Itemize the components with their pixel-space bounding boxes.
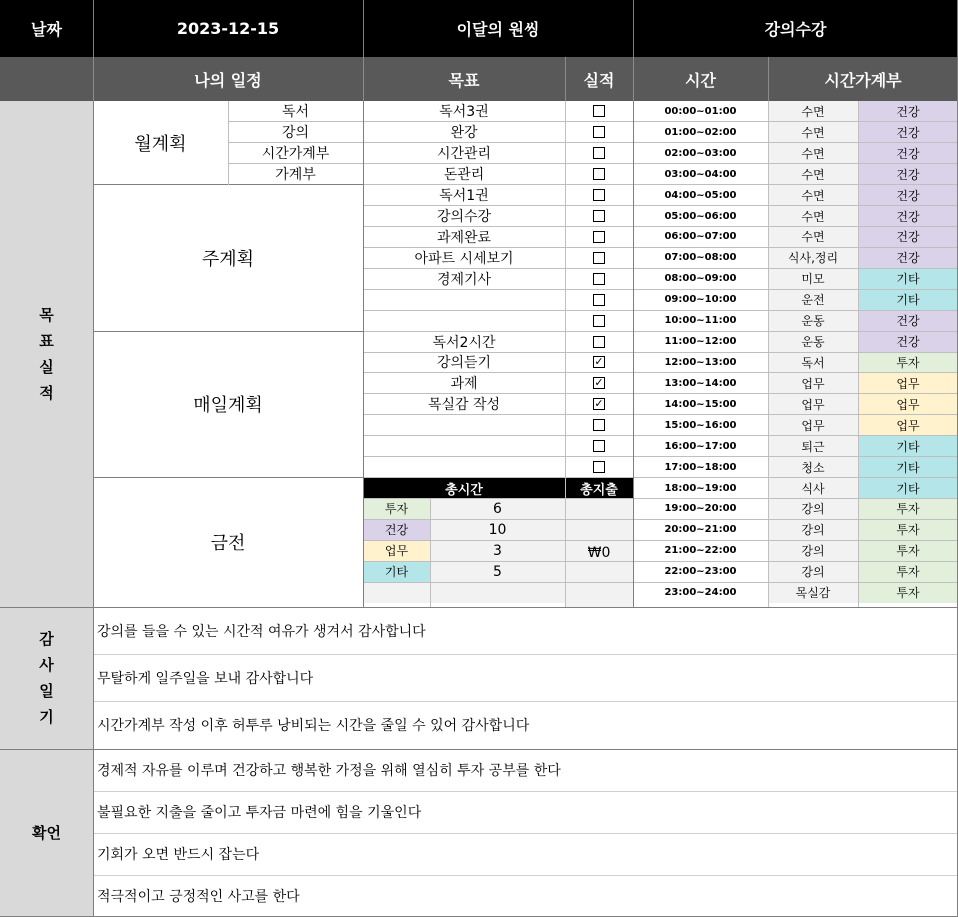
activity-cell[interactable]: 수면	[768, 206, 858, 227]
grid-line	[858, 101, 859, 607]
money-category-label	[363, 582, 430, 603]
grid-line	[430, 498, 431, 607]
grid-line	[363, 540, 958, 541]
grid-line	[363, 205, 958, 206]
budget-category-cell[interactable]: 건강	[858, 331, 958, 352]
done-cell	[565, 185, 633, 206]
budget-category-cell[interactable]: 건강	[858, 143, 958, 164]
done-cell	[565, 457, 633, 478]
date-value: 2023-12-15	[93, 0, 363, 57]
grid-line	[93, 654, 958, 655]
money-category-hours: 6	[430, 498, 565, 519]
budget-category-cell[interactable]: 투자	[858, 540, 958, 561]
weekly-goal[interactable]: 아파트 시세보기	[414, 250, 514, 267]
weekly-goal[interactable]: 강의수강	[436, 209, 492, 226]
activity-cell[interactable]: 독서	[768, 352, 858, 373]
checkbox[interactable]	[593, 210, 605, 222]
money-category-hours	[430, 582, 565, 603]
done-header: 실적	[565, 57, 633, 101]
monthly-plan-label: 월계획	[134, 133, 187, 155]
goals-side-char: 목	[39, 306, 54, 324]
grid-line	[363, 352, 958, 353]
affirm-side-label: 확언	[0, 749, 93, 917]
grid-line	[363, 414, 958, 415]
done-cell	[565, 436, 633, 457]
budget-category-cell[interactable]: 투자	[858, 582, 958, 603]
budget-category-cell[interactable]: 투자	[858, 498, 958, 519]
affirmation-entry[interactable]: 적극적이고 긍정적인 사고를 한다	[97, 889, 300, 905]
grid-line	[363, 247, 958, 248]
total-spend-value: ₩0	[565, 498, 633, 607]
grid-line	[633, 57, 634, 101]
budget-category-cell[interactable]: 투자	[858, 352, 958, 373]
grid-line	[363, 121, 958, 122]
time-slot: 23:00~24:00	[664, 587, 737, 599]
grid-line	[0, 749, 958, 750]
grid-line	[93, 57, 94, 101]
checkbox[interactable]	[593, 294, 605, 306]
money-category-hours: 5	[430, 561, 565, 582]
grid-line	[93, 101, 94, 917]
checkbox[interactable]	[593, 231, 605, 243]
grid-line	[363, 101, 364, 607]
time-slot: 17:00~18:00	[664, 461, 737, 473]
done-cell	[565, 268, 633, 289]
done-cell	[565, 206, 633, 227]
budget-category-cell[interactable]: 건강	[858, 227, 958, 248]
grid-line	[363, 435, 958, 436]
done-cell	[565, 394, 633, 415]
gratitude-side-char: 사	[39, 656, 54, 674]
budget-category-cell[interactable]: 건강	[858, 206, 958, 227]
daily-plan-label: 매일계획	[193, 395, 263, 417]
gratitude-entry[interactable]: 시간가계부 작성 이후 허투루 낭비되는 시간을 줄일 수 있어 감사합니다	[97, 718, 530, 735]
activity-cell[interactable]: 운동	[768, 310, 858, 331]
grid-line	[228, 101, 229, 185]
budget-category-cell[interactable]: 기타	[858, 289, 958, 310]
time-slot: 12:00~13:00	[664, 356, 737, 368]
budget-category-cell[interactable]: 기타	[858, 268, 958, 289]
time-slot: 00:00~01:00	[664, 105, 737, 117]
grid-line	[228, 163, 363, 164]
done-cell	[565, 227, 633, 248]
total-spend-header: 총지출	[565, 478, 633, 499]
time-slot: 21:00~22:00	[664, 545, 737, 557]
daily-goal[interactable]: 강의듣기	[436, 355, 492, 372]
checked-checkbox[interactable]: ✓	[594, 397, 604, 411]
date-label: 날짜	[0, 0, 93, 57]
checkbox[interactable]	[593, 147, 605, 159]
money-category-label: 기타	[363, 561, 430, 582]
activity-cell[interactable]: 강의	[768, 519, 858, 540]
done-cell	[565, 289, 633, 310]
goal-header: 목표	[363, 57, 565, 101]
checkbox[interactable]	[593, 126, 605, 138]
time-slot: 11:00~12:00	[664, 336, 737, 348]
time-slot: 10:00~11:00	[664, 315, 737, 327]
monthly-goal[interactable]: 시간관리	[436, 146, 492, 163]
daily-goal[interactable]: 과제	[450, 376, 478, 393]
gratitude-entry[interactable]: 무탈하게 일주일을 보내 감사합니다	[97, 670, 314, 687]
grid-line	[363, 372, 958, 373]
goals-side-char: 실	[39, 358, 54, 376]
done-cell	[565, 373, 633, 394]
activity-cell[interactable]: 강의	[768, 498, 858, 519]
budget-category-cell[interactable]: 건강	[858, 310, 958, 331]
daily-goal[interactable]	[363, 457, 565, 478]
money-category-label: 업무	[363, 540, 430, 561]
checked-checkbox[interactable]: ✓	[594, 355, 604, 369]
budget-category-cell[interactable]: 건강	[858, 164, 958, 185]
time-slot: 18:00~19:00	[664, 482, 737, 494]
activity-cell[interactable]: 수면	[768, 101, 858, 122]
time-slot: 02:00~03:00	[664, 147, 737, 159]
time-slot: 07:00~08:00	[664, 252, 737, 264]
time-slot: 14:00~15:00	[664, 398, 737, 410]
grid-line	[228, 121, 363, 122]
activity-cell[interactable]: 수면	[768, 227, 858, 248]
goals-side-char: 표	[39, 332, 54, 350]
monthly-goal[interactable]: 완강	[450, 125, 478, 142]
checkbox[interactable]	[593, 461, 605, 473]
affirmation-entry[interactable]: 불필요한 지출을 줄이고 투자금 마련에 힘을 기울인다	[97, 805, 422, 821]
grid-line	[363, 331, 958, 332]
money-category-hours: 10	[430, 519, 565, 540]
grid-line	[565, 101, 566, 607]
gratitude-side-char: 감	[39, 630, 54, 648]
monthly-category: 강의	[281, 125, 310, 142]
money-category-label: 건강	[363, 519, 430, 540]
grid-line	[93, 833, 958, 834]
done-cell	[565, 331, 633, 352]
time-slot: 01:00~02:00	[664, 126, 737, 138]
budget-category-cell[interactable]: 업무	[858, 394, 958, 415]
gratitude-side-label	[0, 607, 93, 749]
daily-goal[interactable]: 독서2시간	[432, 334, 496, 351]
budget-category-cell[interactable]: 건강	[858, 122, 958, 143]
budget-category-cell[interactable]: 건강	[858, 247, 958, 268]
time-slot: 08:00~09:00	[664, 273, 737, 285]
done-cell	[565, 352, 633, 373]
grid-line	[363, 393, 958, 394]
grid-line	[363, 226, 958, 227]
monthly-category: 독서	[281, 104, 310, 121]
daily-goal[interactable]	[363, 415, 565, 436]
budget-category-cell[interactable]: 업무	[858, 415, 958, 436]
grid-line	[0, 607, 958, 608]
grid-line	[363, 184, 958, 185]
done-cell	[565, 143, 633, 164]
budget-category-cell[interactable]: 업무	[858, 373, 958, 394]
monthly-category: 가계부	[275, 167, 316, 184]
money-label: 금전	[210, 533, 246, 555]
affirmation-entry[interactable]: 기회가 오면 반드시 잡는다	[97, 847, 260, 863]
activity-cell[interactable]: 운전	[768, 289, 858, 310]
schedule-header: 나의 일정	[93, 57, 363, 101]
checkbox[interactable]	[593, 419, 605, 431]
checkbox[interactable]	[593, 105, 605, 117]
checkbox[interactable]	[593, 252, 605, 264]
time-slot: 04:00~05:00	[664, 189, 737, 201]
monthly-goal[interactable]: 독서3권	[439, 104, 489, 121]
grid-line	[363, 498, 958, 499]
done-cell	[565, 415, 633, 436]
subheader-blank	[0, 57, 93, 101]
money-category-label: 투자	[363, 498, 430, 519]
done-cell	[565, 101, 633, 122]
time-slot: 19:00~20:00	[664, 503, 737, 515]
grid-line	[633, 101, 634, 607]
grid-line	[768, 101, 769, 607]
time-slot: 22:00~23:00	[664, 566, 737, 578]
activity-cell[interactable]: 수면	[768, 122, 858, 143]
monthly-goal[interactable]: 돈관리	[443, 167, 485, 184]
grid-line	[228, 142, 363, 143]
checkbox[interactable]	[593, 273, 605, 285]
grid-line	[565, 57, 566, 101]
activity-cell[interactable]: 업무	[768, 394, 858, 415]
gratitude-side-char: 기	[39, 708, 54, 726]
activity-cell[interactable]: 청소	[768, 457, 858, 478]
budget-category-cell[interactable]: 건강	[858, 185, 958, 206]
time-slot: 09:00~10:00	[664, 294, 737, 306]
activity-cell[interactable]: 목실감	[768, 582, 858, 603]
one-thing-label: 이달의 원씽	[363, 0, 633, 57]
activity-cell[interactable]: 수면	[768, 185, 858, 206]
budget-category-cell[interactable]: 기타	[858, 478, 958, 499]
time-slot: 03:00~04:00	[664, 168, 737, 180]
total-time-header: 총시간	[363, 478, 565, 499]
grid-line	[363, 477, 958, 478]
budget-header: 시간가계부	[768, 57, 958, 101]
grid-line	[363, 582, 958, 583]
time-slot: 06:00~07:00	[664, 231, 737, 243]
grid-line	[93, 875, 958, 876]
budget-category-cell[interactable]: 투자	[858, 561, 958, 582]
grid-line	[768, 57, 769, 101]
grid-line	[363, 289, 958, 290]
activity-cell[interactable]: 퇴근	[768, 436, 858, 457]
money-category-hours: 3	[430, 540, 565, 561]
grid-line	[93, 477, 363, 478]
gratitude-side-char: 일	[39, 682, 54, 700]
grid-line	[363, 0, 364, 57]
time-slot: 16:00~17:00	[664, 440, 737, 452]
checkbox[interactable]	[593, 315, 605, 327]
budget-category-cell[interactable]: 건강	[858, 101, 958, 122]
grid-line	[363, 57, 364, 101]
checkbox[interactable]	[593, 168, 605, 180]
activity-cell[interactable]: 식사	[768, 478, 858, 499]
goals-side-char: 적	[39, 384, 54, 402]
grid-line	[93, 0, 94, 57]
affirmation-entry[interactable]: 경제적 자유를 이루며 건강하고 행복한 가정을 위해 열심히 투자 공부를 한다	[97, 763, 561, 779]
done-cell	[565, 164, 633, 185]
daily-goal[interactable]	[363, 436, 565, 457]
time-slot: 05:00~06:00	[664, 210, 737, 222]
grid-line	[93, 701, 958, 702]
activity-cell[interactable]: 업무	[768, 415, 858, 436]
activity-cell[interactable]: 운동	[768, 331, 858, 352]
grid-line	[363, 561, 958, 562]
weekly-goal[interactable]	[363, 289, 565, 310]
activity-cell[interactable]: 수면	[768, 143, 858, 164]
grid-line	[363, 142, 958, 143]
done-cell	[565, 310, 633, 331]
activity-cell[interactable]: 강의	[768, 561, 858, 582]
grid-line	[363, 268, 958, 269]
budget-category-cell[interactable]: 기타	[858, 436, 958, 457]
done-cell	[565, 122, 633, 143]
grid-line	[633, 0, 634, 57]
checkbox[interactable]	[593, 189, 605, 201]
activity-cell[interactable]: 업무	[768, 373, 858, 394]
budget-category-cell[interactable]: 기타	[858, 457, 958, 478]
time-slot: 20:00~21:00	[664, 524, 737, 536]
checked-checkbox[interactable]: ✓	[594, 376, 604, 390]
done-cell	[565, 247, 633, 268]
checkbox[interactable]	[593, 440, 605, 452]
gratitude-entry[interactable]: 강의를 들을 수 있는 시간적 여유가 생겨서 감사합니다	[97, 623, 426, 640]
weekly-goal[interactable]: 경제기사	[436, 271, 492, 288]
grid-line	[93, 331, 363, 332]
checkbox[interactable]	[593, 336, 605, 348]
grid-line	[363, 456, 958, 457]
grid-line	[363, 519, 958, 520]
time-slot: 15:00~16:00	[664, 419, 737, 431]
weekly-goal[interactable]: 과제완료	[436, 229, 492, 246]
weekly-goal[interactable]: 독서1권	[439, 188, 489, 205]
grid-line	[363, 163, 958, 164]
time-header: 시간	[633, 57, 768, 101]
time-slot: 13:00~14:00	[664, 377, 737, 389]
one-thing-value: 강의수강	[633, 0, 958, 57]
grid-line	[363, 310, 958, 311]
monthly-category: 시간가계부	[261, 146, 330, 163]
activity-cell[interactable]: 수면	[768, 164, 858, 185]
activity-cell[interactable]: 강의	[768, 540, 858, 561]
daily-goal[interactable]: 목실감 작성	[427, 397, 501, 414]
activity-cell[interactable]: 식사,정리	[768, 247, 858, 268]
activity-cell[interactable]: 미모	[768, 268, 858, 289]
weekly-plan-label: 주계획	[201, 248, 255, 270]
weekly-goal[interactable]	[363, 310, 565, 331]
budget-category-cell[interactable]: 투자	[858, 519, 958, 540]
grid-line	[93, 791, 958, 792]
goals-side-label	[0, 101, 93, 607]
